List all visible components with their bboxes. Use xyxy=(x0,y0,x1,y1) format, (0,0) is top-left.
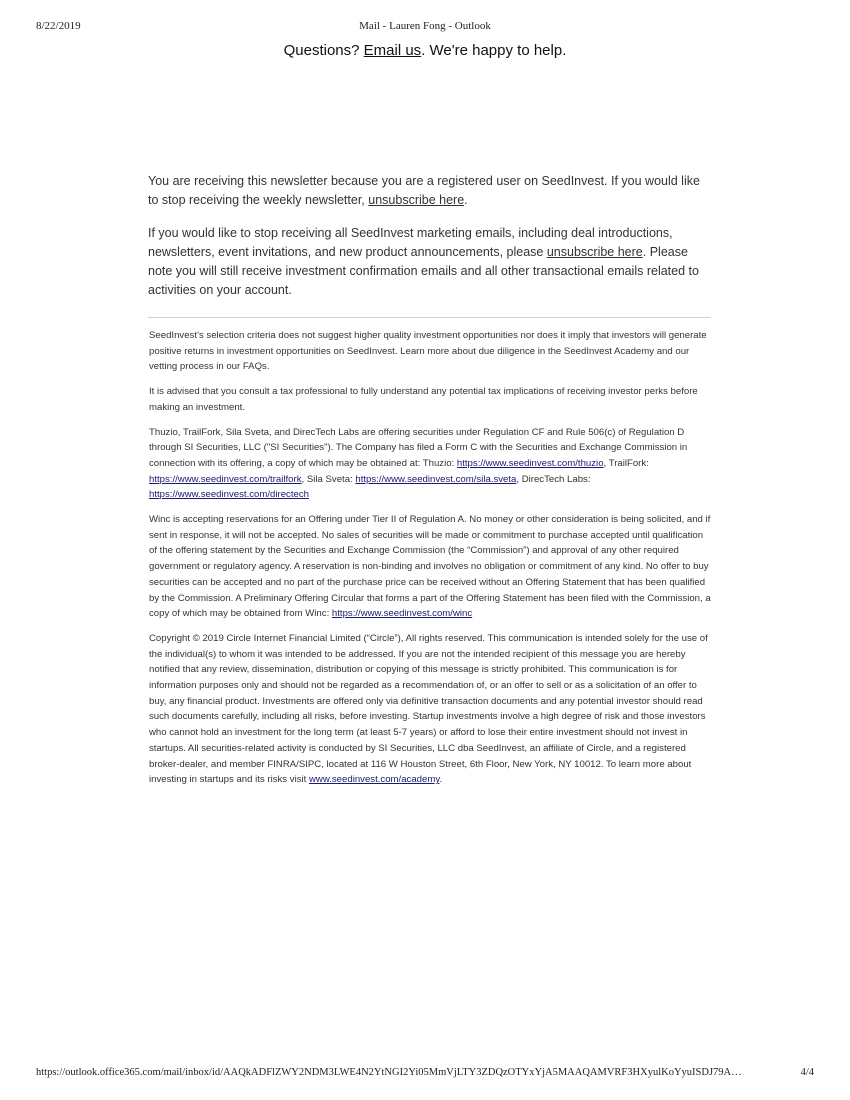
winc-text: Winc is accepting reservations for an Offering under Tier II of Regulation A. No money or other consideration is being solicited, and if sent in response, it will not be accepted. No sales of securities will be made or commitment to purchase accepted until qualification of the offering statement by the Securities and Exchange Commission (the “Commission”) and approval of any other required government or regulatory agency. A reservation is non-binding and involves no obligation or commitment of any kind. No offer to buy securities can be accepted and no part of the purchase price can be received without an Offering Statement that has been qualified by the Commission. A Preliminary Offering Circular that forms a part of the Offering Statement has been filed with the Commission, a copy of which may be obtained from Winc: xyxy=(149,514,711,620)
newsletter-end: . xyxy=(464,193,468,207)
offering-text: Thuzio, TrailFork, Sila Sveta, and DirecTech Labs are offering securities under Regulation CF and Rule 506(c) of Regulation D through SI Securities, LLC ("SI Securities"). The Company has filed a Form C with the Securities and Exchange Commission in connection with its offering, a copy of which may be obtained at: Thuzio: xyxy=(149,426,688,469)
divider xyxy=(148,317,711,318)
sila-label: , Sila Sveta: xyxy=(301,473,356,485)
directech-link[interactable]: https://www.seedinvest.com/directech xyxy=(149,489,309,501)
copyright-text: Copyright © 2019 Circle Internet Financial Limited (“Circle”), All rights reserved. This communication is intended solely for the use of the individual(s) to whom it was intended to be addressed. If you are not the intended recipient of this message you are hereby notified that any review, dissemination, distribution or copying of this message is strictly prohibited. This communication is for information purposes only and should not be regarded as a recommendation of, or an offer to sell or as a solicitation of an offer to buy, any financial product. Investments are offered only via definitive transaction documents and any potential investor should read such documents carefully, including all risks, before investing. Startup investments involve a high degree of risk and those investors who cannot hold an investment for the long term (at least 5-7 years) or afford to lose their entire investment should not invest in startups. All securities-related activity is conducted by SI Securities, LLC dba SeedInvest, an affiliate of Circle, and a registered broker-dealer, and member FINRA/SIPC, located at 116 W Houston Street, 6th Floor, New York, NY 10012. To learn more about investing in startups and its risks visit xyxy=(149,632,708,786)
newsletter-paragraph xyxy=(148,172,713,210)
newsletter-notice xyxy=(148,172,713,314)
directech-label: , DirecTech Labs: xyxy=(516,473,591,485)
trailfork-label: , TrailFork: xyxy=(603,457,649,469)
questions-line xyxy=(0,42,850,59)
marketing-text: If you would like to stop receiving all SeedInvest marketing emails, including deal introductions, newsletters, event invitations, and new product announcements, please xyxy=(148,226,673,259)
page-number: 4/4 xyxy=(800,1067,814,1078)
trailfork-link[interactable]: https://www.seedinvest.com/trailfork xyxy=(149,473,302,485)
questions-suffix: . We're happy to help. xyxy=(421,42,567,59)
winc-link[interactable]: https://www.seedinvest.com/winc xyxy=(331,608,473,620)
newsletter-text: You are receiving this newsletter because you are a registered user on SeedInvest. If you would like to stop receiving the weekly newsletter, xyxy=(148,174,700,207)
offering-paragraph xyxy=(149,425,712,504)
winc-paragraph xyxy=(149,512,712,622)
unsubscribe-all-link[interactable]: unsubscribe here xyxy=(546,245,643,259)
academy-link[interactable]: www.seedinvest.com/academy xyxy=(308,774,440,786)
questions-prefix: Questions? xyxy=(283,42,364,59)
marketing-end: . Please note you will still receive investment confirmation emails and all other transactional emails related to activities on your account. xyxy=(148,245,699,297)
selection-criteria-paragraph: SeedInvest’s selection criteria does not suggest higher quality investment opportunities nor does it imply that investors will generate positive returns in investment opportunities on SeedInvest. Learn more about due diligence in the SeedInvest Academy and our vetting process in our FAQs. xyxy=(149,330,707,373)
print-title: Mail - Lauren Fong - Outlook xyxy=(359,20,491,32)
copyright-paragraph xyxy=(149,631,712,788)
email-us-link[interactable]: Email us xyxy=(363,42,422,59)
legal-disclaimer xyxy=(149,328,712,797)
print-date: 8/22/2019 xyxy=(36,20,81,32)
print-url: https://outlook.office365.com/mail/inbox/id/AAQkADFlZWY2NDM3LWE4N2YtNGI2Yi05MmVjLTY3ZDQzOTYxYjA5MAAQAMVRF3HXyulKoYyuISDJ79A… xyxy=(36,1067,742,1078)
unsubscribe-weekly-link[interactable]: unsubscribe here xyxy=(368,193,465,207)
copyright-end: . xyxy=(439,774,443,786)
marketing-paragraph xyxy=(148,224,713,300)
thuzio-link[interactable]: https://www.seedinvest.com/thuzio xyxy=(456,457,604,469)
tax-advice-paragraph: It is advised that you consult a tax professional to fully understand any potential tax implications of receiving investor perks before making an investment. xyxy=(149,386,698,413)
sila-sveta-link[interactable]: https://www.seedinvest.com/sila.sveta xyxy=(355,473,517,485)
